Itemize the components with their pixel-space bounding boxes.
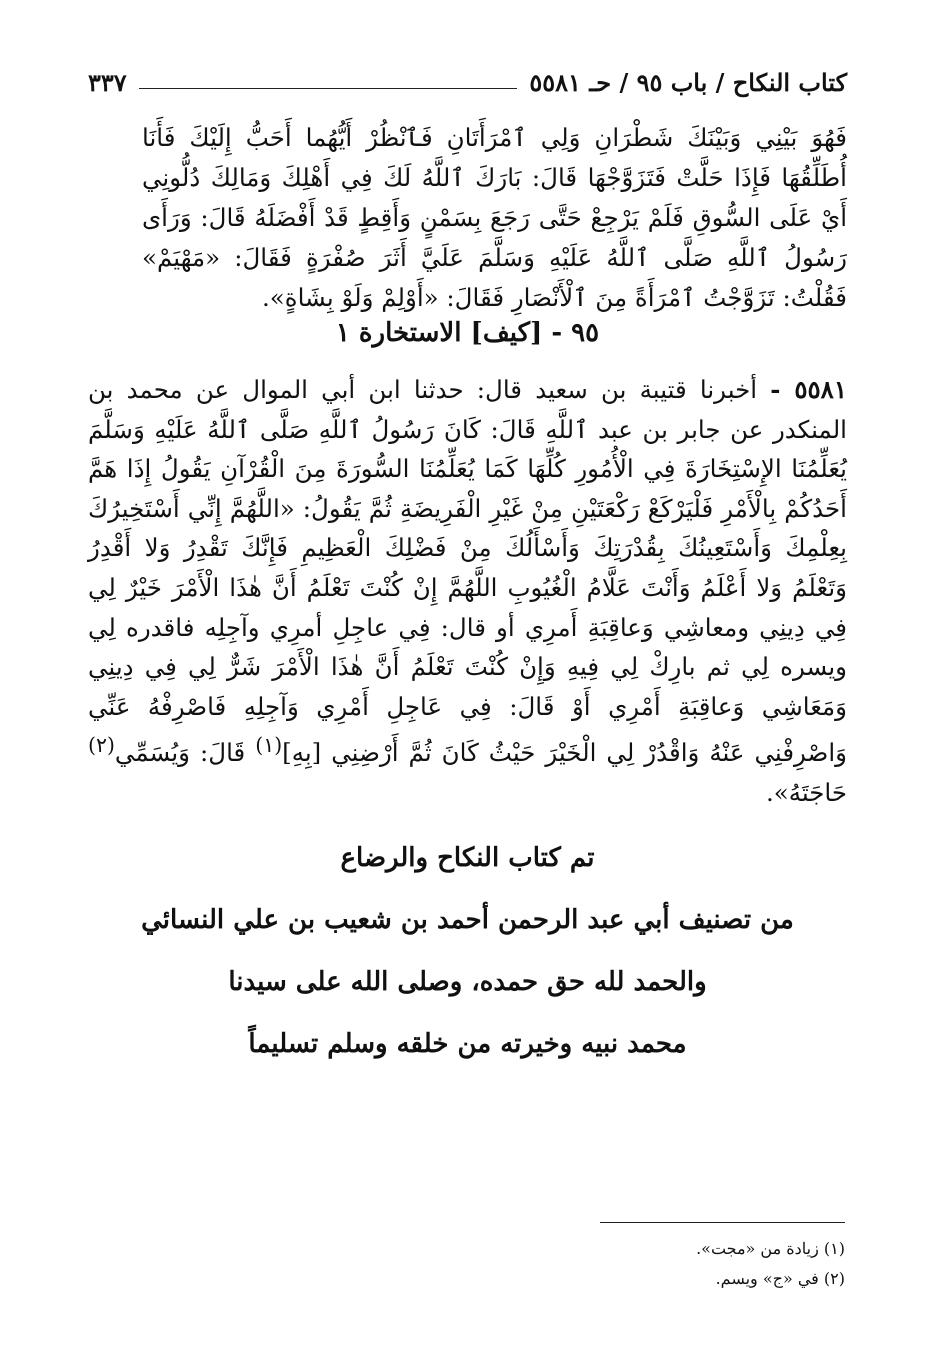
colophon-line: تم كتاب النكاح والرضاع — [340, 843, 595, 873]
page-number: ٣٣٧ — [88, 67, 127, 97]
footnote: (١) زيادة من «مجت». — [696, 1239, 845, 1258]
hadith-text-continued: قَالَ: وَيُسَمِّي — [114, 738, 256, 768]
footnote-ref-1: (١) — [255, 733, 283, 758]
colophon-line: من تصنيف أبي عبد الرحمن أحمد بن شعيب بن علي النسائي — [141, 905, 794, 935]
running-title: كتاب النكاح / باب ٩٥ / حـ ٥٥٨١ — [529, 67, 847, 97]
footnote-ref-2: (٢) — [88, 733, 115, 758]
hadith-number: ٥٥٨١ - — [770, 375, 847, 404]
page-header — [88, 62, 847, 102]
chapter-title: ٩٥ - [كيف] الاستخارة ١ — [335, 318, 600, 348]
colophon-line: والحمد لله حق حمده، وصلى الله على سيدنا — [228, 967, 707, 997]
colophon — [88, 838, 847, 1086]
hadith-paragraph — [88, 370, 847, 813]
hadith-text: أخبرنا قتيبة بن سعيد قال: حدثنا ابن أبي الموال عن محمد بن المنكدر عن جابر بن عبد ٱللَّهِ قَالَ: كَانَ رَسُولُ ٱللَّهِ صَلَّى ٱللَّهُ عَلَيْهِ وَسَلَّمَ يُعَلِّمُنَا الإِسْتِخَارَةَ فِي الْأُمُورِ كُلِّهَا كَمَا يُعَلِّمُنَا السُّورَةَ مِنَ الْقُرْآنِ يَقُولُ إِذَا هَمَّ أَحَدُكُمْ بِالْأَمْرِ فَلْيَرْكَعْ رَكْعَتَيْنِ مِنْ غَيْرِ الْفَرِيضَةِ ثُمَّ يَقُولُ: «اللَّهُمَّ إِنِّي أَسْتَخِيرُكَ بِعِلْمِكَ وَأَسْتَعِينُكَ بِقُدْرَتِكَ وَأَسْأَلُكَ مِنْ فَضْلِكَ الْعَظِيمِ فَإِنَّكَ تَقْدِرُ وَلا أَقْدِرُ وَتَعْلَمُ وَلا أَعْلَمُ وَأَنْتَ عَلَّامُ الْغُيُوبِ اللَّهُمَّ إِنْ كُنْتَ تَعْلَمُ أَنَّ هٰذَا الْأَمْرَ خَيْرٌ لِي فِي دِينِي ومعاشِي وَعاقِبَةِ أَمرِي أو قال: فِي عاجِلِ أمرِي وآجِلِه فاقدره لِي ويسره لِي ثم بارِكْ لِي فِيهِ وَإِنْ كُنْتَ تَعْلَمُ أَنَّ هٰذَا الْأَمْرَ شَرٌّ لِي فِي دِينِي وَمَعَاشِي وَعاقِبَةِ أَمْرِي أَوْ قَالَ: فِي عَاجِلِ أَمْرِي وَآجِلِهِ فَاصْرِفْهُ عَنِّي وَاصْرِفْنِي عَنْهُ وَاقْدُرْ لِي الْخَيْرَ حَيْثُ كَانَ ثُمَّ أَرْضِنِي [بِهِ] — [88, 375, 847, 768]
colophon-line: محمد نبيه وخيرته من خلقه وسلم تسليماً — [248, 1029, 687, 1059]
footnotes — [400, 1234, 845, 1294]
header-rule — [139, 88, 518, 89]
intro-block — [142, 118, 847, 318]
intro-paragraph: فَهُوَ بَيْنِي وَبَيْنَكَ شَطْرَانِ وَلِي ٱمْرَأَتَانِ فَٱنْظُرْ أَيُّهُما أَحَبُّ إِلَيْكَ فَأَنَا أُطَلِّقُهَا فَإِذَا حَلَّتْ فَتَزَوَّجْهَا قَالَ: بَارَكَ ٱللَّهُ لَكَ فِي أَهْلِكَ وَمَالِكَ دُلُّونِي أَيْ عَلَى السُّوقِ فَلَمْ يَرْجِعْ حَتَّى رَجَعَ بِسَمْنٍ وَأَقِطٍ قَدْ أَفْضَلَهُ قَالَ: وَرَأَى رَسُولُ ٱللَّهِ صَلَّى ٱللَّهُ عَلَيْهِ وَسَلَّمَ عَلَيَّ أَثَرَ صُفْرَةٍ فَقَالَ: «مَهْيَمْ» فَقُلْتُ: تَزَوَّجْتُ ٱمْرَأَةً مِنَ ٱلْأَنْصَارِ فَقَالَ: «أَوْلِمْ وَلَوْ بِشَاةٍ». — [142, 123, 847, 312]
footnote-divider — [600, 1222, 845, 1223]
footnote: (٢) في «ج» ويسم. — [715, 1269, 845, 1288]
hadith-text-end: حَاجَتَهُ». — [765, 778, 847, 808]
